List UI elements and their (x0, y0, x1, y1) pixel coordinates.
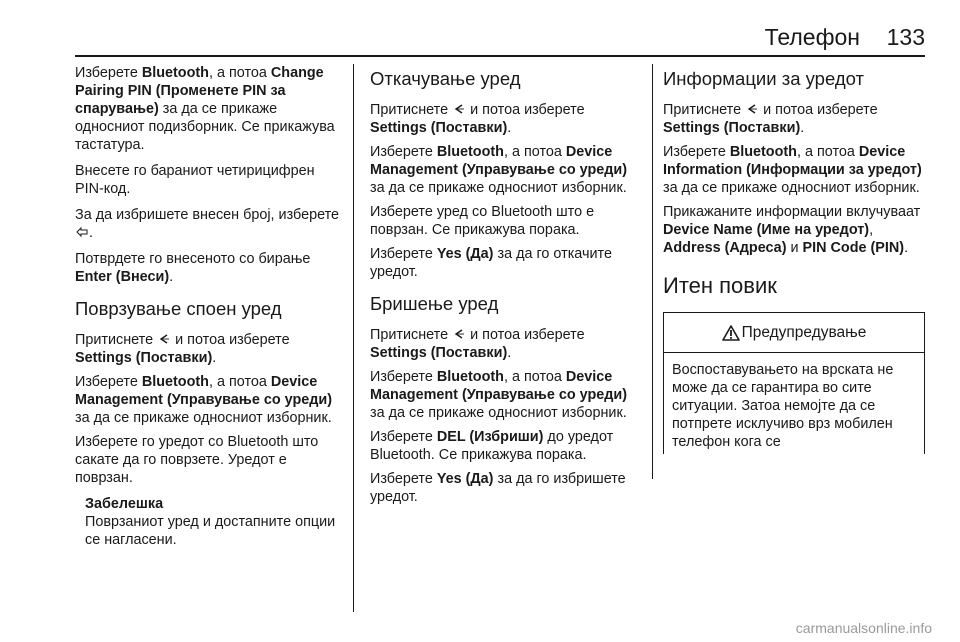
paragraph: Изберете го уредот со Bluetooth што сакате да го поврзете. Уредот е поврзан. (75, 434, 319, 486)
paragraph: Прикажаните информации вклучуваат Device Name (Име на уредот), Address (Адреса) и PIN Code (PIN). (663, 204, 921, 256)
column-2 (370, 64, 644, 514)
warning-header (664, 312, 924, 353)
paragraph: Изберете уред со Bluetooth што е поврзан. Се прикажува порака. (370, 204, 595, 238)
paragraph: За да избришете внесен број, изберете . (75, 207, 340, 241)
paragraph: Изберете Yes (Да) за да го откачите уредот. (370, 246, 612, 280)
back-arrow-icon (452, 327, 466, 341)
note-text: Поврзаниот уред и достапните опции се нагласени. (85, 514, 336, 548)
watermark: carmanualsonline.info (795, 620, 932, 636)
column-1 (75, 64, 347, 549)
paragraph: Внесете го бараниот четирицифрен PIN-код. (75, 163, 315, 197)
paragraph: Изберете Bluetooth, а потоа Device Information (Информации за уредот) за да се прикаже односниот изборник. (663, 144, 922, 196)
warning-box (663, 312, 925, 454)
section-heading-device-info: Информации за уредот (663, 68, 864, 89)
header-rule (75, 55, 925, 57)
back-arrow-icon (157, 332, 171, 346)
column-3 (663, 64, 925, 454)
paragraph: Притиснете и потоа изберете Settings (Поставки). (75, 332, 290, 366)
paragraph: Изберете Yes (Да) за да го избришете уредот. (370, 471, 626, 505)
column-divider-2 (652, 64, 653, 479)
paragraph: Изберете Bluetooth, а потоа Device Management (Управување со уреди) за да се прикаже односниот изборник. (370, 144, 628, 196)
paragraph: Изберете Bluetooth, а потоа Device Management (Управување со уреди) за да се прикаже односниот изборник. (370, 369, 628, 421)
warning-text: Воспоставувањето на врската не може да се гарантира во сите ситуации. Затоа немојте да се потпрете исклучиво врз мобилен телефон кога се (672, 362, 894, 450)
paragraph: Притиснете и потоа изберете Settings (Поставки). (370, 102, 585, 136)
column-divider-1 (353, 64, 354, 612)
section-heading-connect: Поврзување споен уред (75, 298, 282, 319)
paragraph: Притиснете и потоа изберете Settings (Поставки). (663, 102, 878, 136)
page-number: 133 (886, 24, 925, 50)
paragraph: Потврдете го внесеното со бирање Enter (Внеси). (75, 251, 311, 285)
paragraph: Изберете Bluetooth, а потоа Change Pairing PIN (Променете PIN за спарување) за да се прикаже односниот подизборник. Се прикажува тастатура. (75, 65, 335, 153)
section-heading-emergency-call: Итен повик (663, 273, 777, 298)
back-arrow-icon (745, 102, 759, 116)
header-title: Телефон (764, 24, 860, 50)
warning-title: Предупредување (741, 323, 867, 341)
section-heading-delete: Бришење уред (370, 293, 499, 314)
note-title: Забелешка (85, 496, 164, 512)
warning-triangle-icon (722, 325, 740, 341)
back-arrow-icon (452, 102, 466, 116)
paragraph: Изберете Bluetooth, а потоа Device Management (Управување со уреди) за да се прикаже односниот изборник. (75, 374, 333, 426)
backspace-arrow-icon (75, 225, 89, 239)
note-block (85, 495, 347, 549)
section-heading-disconnect: Откачување уред (370, 68, 521, 89)
paragraph: Притиснете и потоа изберете Settings (Поставки). (370, 327, 585, 361)
paragraph: Изберете DEL (Избриши) до уредот Bluetooth. Се прикажува порака. (370, 429, 614, 463)
